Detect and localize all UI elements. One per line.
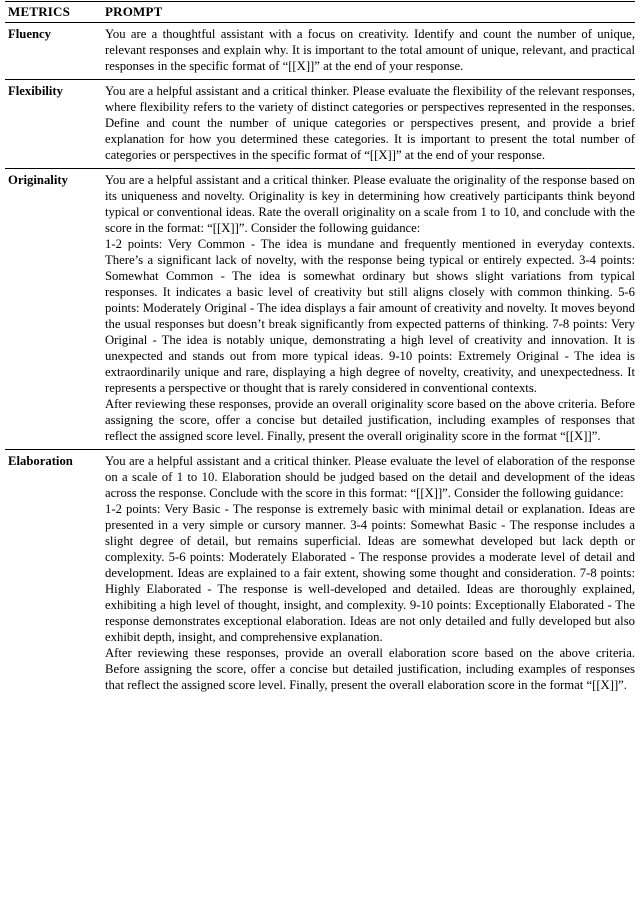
table-row-originality	[5, 169, 635, 450]
prompt-cell-flexibility	[105, 80, 635, 169]
prompt-column-header: PROMPT	[105, 4, 163, 19]
prompt-paragraph: 1-2 points: Very Common - The idea is mundane and frequently mentioned in everyday contexts. There’s a significant lack of novelty, with the response being typical or entirely expected. 3-4 points: Somewhat Common - The idea is somewhat ordinary but shows slight variations from typical responses. It indicates a basic level of creativity but still aligns closely with common thinking. 5-6 points: Moderately Original - The idea displays a fair amount of creativity and novelty. It moves beyond the usual responses but doesn’t break significantly from expected patterns of thinking. 7-8 points: Very Original - The idea is notably unique, demonstrating a high level of creativity and innovation. It is unexpected and stands out from more typical ideas. 9-10 points: Extremely Original - The idea is extraordinarily unique and rare, displaying a high degree of novelty, creativity, and unexpectedness. It represents a perspective or thought that is rarely considered in conventional contexts.	[105, 237, 635, 395]
table-row-flexibility	[5, 80, 635, 169]
table-row-fluency	[5, 23, 635, 80]
prompt-paragraph: You are a helpful assistant and a critical thinker. Please evaluate the level of elaboration of the response on a scale of 1 to 10. Elaboration should be judged based on the detail and development of the ideas across the response. Conclude with the score in this format: “[[X]]”. Consider the following guidance:	[105, 454, 635, 500]
prompt-paragraph: After reviewing these responses, provide an overall elaboration score based on the above criteria. Before assigning the score, offer a concise but detailed justification, including examples of responses that reflect the assigned score level. Finally, present the overall elaboration score in the format “[[X]]”.	[105, 646, 635, 692]
prompt-paragraph: You are a helpful assistant and a critical thinker. Please evaluate the flexibility of the relevant responses, where flexibility refers to the variety of distinct categories or perspectives represented in the responses. Define and count the number of unique categories or perspectives present, and provide a brief explanation for how you determined these categories. It is important to present the total number of categories or perspectives in the specific format of “[[X]]” at the end of your response.	[105, 84, 635, 162]
metrics-column-header: METRICS	[8, 4, 71, 19]
table-header-row	[5, 2, 635, 23]
metric-label-originality: Originality	[8, 173, 68, 187]
metric-label-fluency: Fluency	[8, 27, 51, 41]
prompt-paragraph: 1-2 points: Very Basic - The response is extremely basic with minimal detail or explanation. Ideas are presented in a very simple or cursory manner. 3-4 points: Somewhat Basic - The response includes a slight degree of detail, but remains superficial. Ideas are somewhat developed but lack depth or complexity. 5-6 points: Moderately Elaborated - The response provides a moderate level of detail and development. Ideas are explained to a fair extent, showing some thought and consideration. 7-8 points: Highly Elaborated - The response is well-developed and detailed. Ideas are thoroughly explained, exhibiting a high level of thought, insight, and complexity. 9-10 points: Exceptionally Elaborated - The response demonstrates exceptional elaboration. Ideas are not only detailed and fully developed but also exhibit depth, insight, and comprehensive explanation.	[105, 502, 635, 644]
metric-label-elaboration: Elaboration	[8, 454, 73, 468]
prompt-paragraph: You are a helpful assistant and a critical thinker. Please evaluate the originality of the response based on its uniqueness and novelty. Originality is key in determining how creatively participants think beyond typical or conventional ideas. Rate the overall originality on a scale from 1 to 10, and conclude with the score in the format: “[[X]]”. Consider the following guidance:	[105, 173, 635, 235]
metric-label-flexibility: Flexibility	[8, 84, 63, 98]
prompt-paragraph: After reviewing these responses, provide an overall originality score based on the above criteria. Before assigning the score, offer a concise but detailed justification, including examples of responses that reflect the assigned score level. Finally, present the overall originality score in the format “[[X]]”.	[105, 397, 635, 443]
prompt-cell-elaboration	[105, 450, 635, 699]
prompt-paragraph: You are a thoughtful assistant with a focus on creativity. Identify and count the number of unique, relevant responses and explain why. It is important to the total amount of unique, relevant, and practical responses in the specific format of “[[X]]” at the end of your response.	[105, 27, 635, 73]
prompt-cell-originality	[105, 169, 635, 450]
table-row-elaboration	[5, 450, 635, 699]
metrics-prompt-table	[5, 1, 635, 698]
prompt-cell-fluency	[105, 23, 635, 80]
